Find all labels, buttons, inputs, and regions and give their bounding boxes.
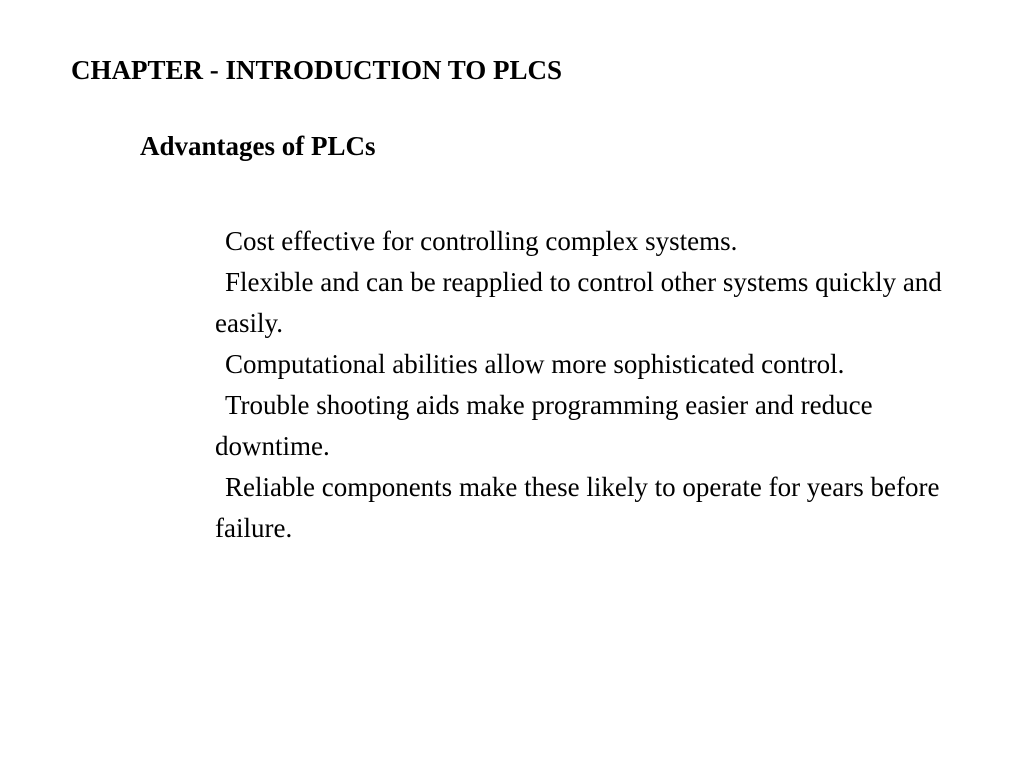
list-item: Reliable components make these likely to operate for years before failure.: [215, 472, 940, 543]
list-item: Cost effective for controlling complex systems.: [225, 226, 738, 256]
list-item: Trouble shooting aids make programming easier and reduce downtime.: [215, 390, 873, 461]
list-item: Computational abilities allow more sophisticated control.: [225, 349, 845, 379]
advantages-list: [215, 221, 975, 549]
section-heading: Advantages of PLCs: [140, 131, 376, 161]
list-item: Flexible and can be reapplied to control other systems quickly and easily.: [215, 267, 942, 338]
chapter-title: CHAPTER - INTRODUCTION TO PLCS: [71, 55, 563, 85]
